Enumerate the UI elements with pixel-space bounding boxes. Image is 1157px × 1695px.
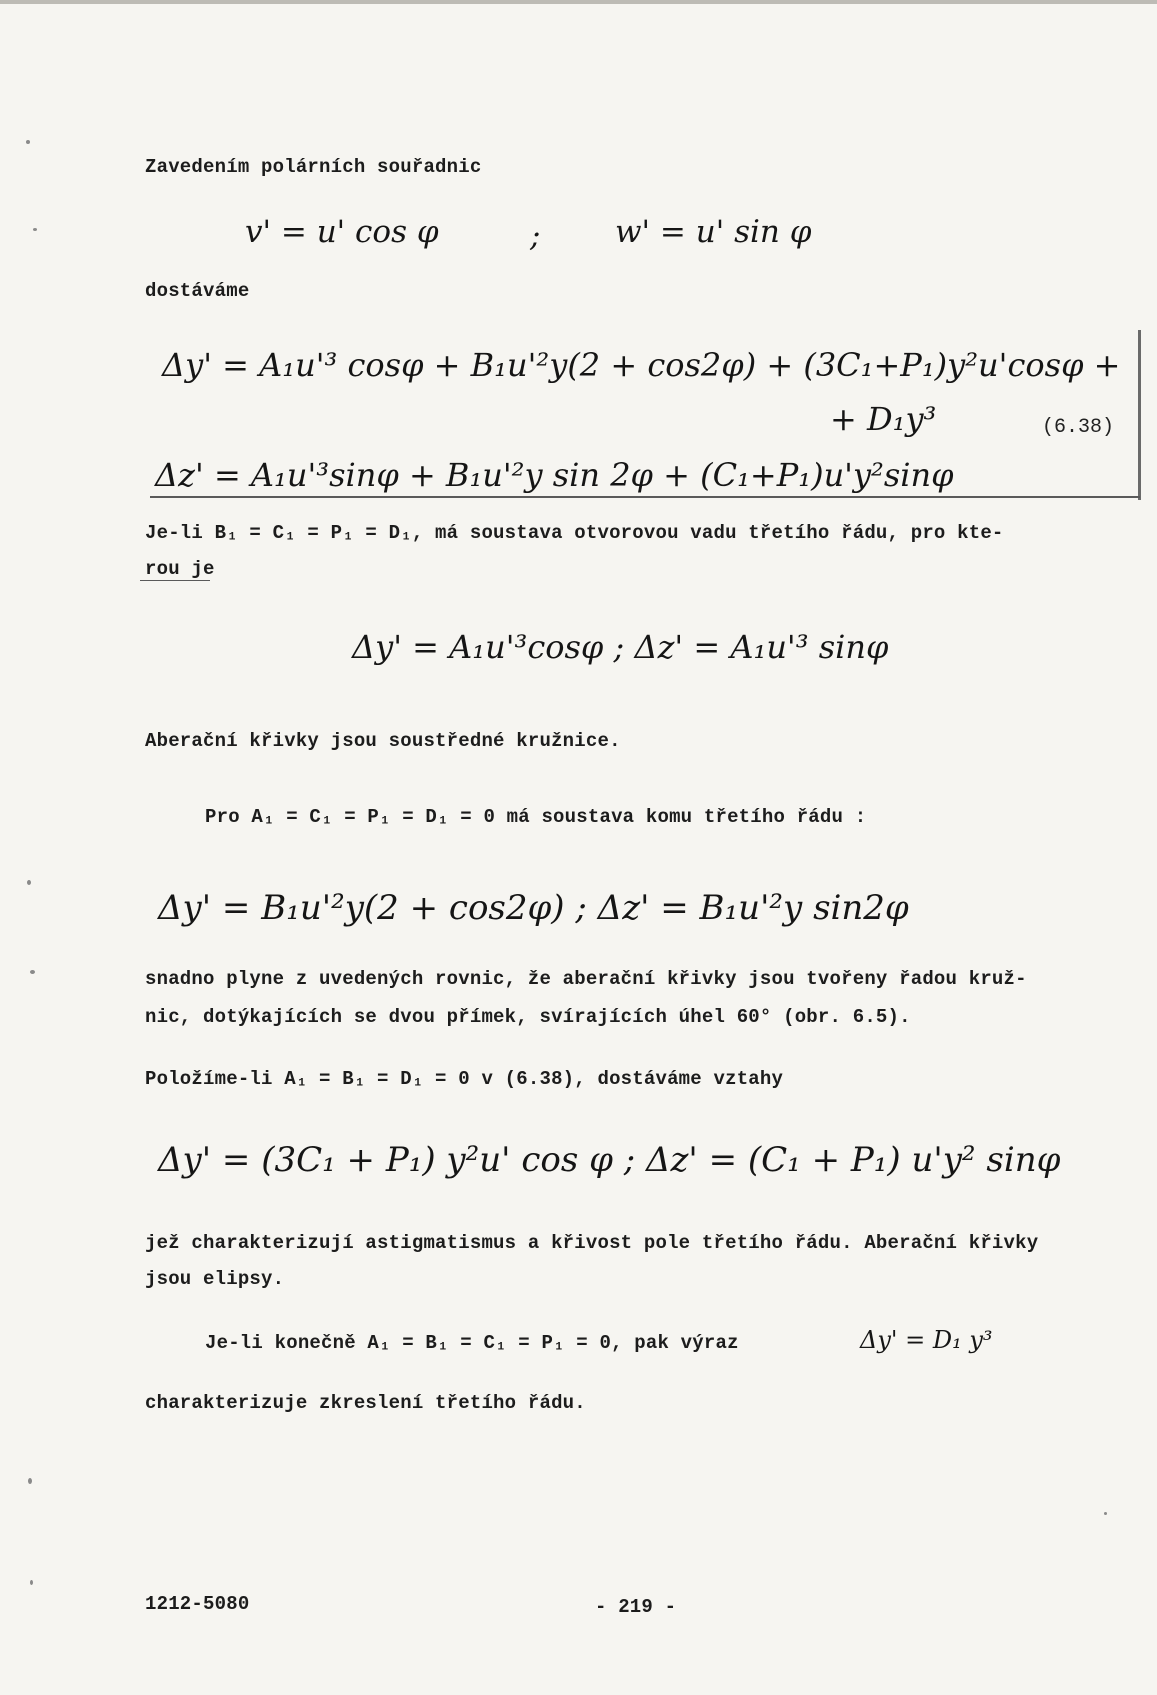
eq-polar-separator: ; [530,218,541,254]
para-coma: Pro A₁ = C₁ = P₁ = D₁ = 0 má soustava komu třetího řádu : [205,806,867,828]
para-coma-text-line1: snadno plyne z uvedených rovnic, že aberační křivky jsou tvořeny řadou kruž- [145,968,1027,990]
eq-astig: Δy' = (3C₁ + P₁) y²u' cos φ ; Δz' = (C₁ + P₁) u'y² sinφ [158,1140,1061,1180]
eq-spherical: Δy' = A₁u'³cosφ ; Δz' = A₁u'³ sinφ [352,628,889,666]
scan-speck [26,140,30,144]
scan-speck [27,880,31,885]
eq-dy-full-line2: + D₁y³ [830,400,937,438]
para-spherical-curves: Aberační křivky jsou soustředné kružnice. [145,730,621,752]
para-astig-text-line1: jež charakterizují astigmatismus a křivost pole třetího řádu. Aberační křivky [145,1232,1039,1254]
eq-polar-v: v' = u' cos φ [245,214,439,250]
handwritten-underline [150,496,1140,498]
para-distortion: Je-li konečně A₁ = B₁ = C₁ = P₁ = 0, pak výraz [205,1332,739,1354]
scan-speck [30,970,35,974]
para-distortion-text: charakterizuje zkreslení třetího řádu. [145,1392,586,1414]
footer-code: 1212-5080 [145,1593,250,1615]
equation-number: (6.38) [1042,416,1115,439]
page-number: - 219 - [595,1596,677,1618]
scan-speck [28,1478,32,1484]
intro-polar-text: Zavedením polárních souřadnic [145,156,482,178]
margin-bracket [1138,330,1141,500]
eq-coma: Δy' = B₁u'²y(2 + cos2φ) ; Δz' = B₁u'²y sin2φ [158,888,909,928]
dostavame-text: dostáváme [145,280,250,302]
scan-speck [30,1580,33,1585]
eq-distortion: Δy' = D₁ y³ [860,1326,993,1354]
eq-dy-full-line1: Δy' = A₁u'³ cosφ + B₁u'²y(2 + cos2φ) + (3C₁+P₁)y²u'cosφ + [162,346,1121,384]
pencil-mark [140,580,210,581]
scan-speck [1104,1512,1107,1515]
para-astig-text-line2: jsou elipsy. [145,1268,285,1290]
page-top-edge [0,0,1157,4]
eq-dz-full: Δz' = A₁u'³sinφ + B₁u'²y sin 2φ + (C₁+P₁)u'y²sinφ [155,456,954,494]
para-spherical-line2: rou je [145,558,215,580]
para-coma-text-line2: nic, dotýkajících se dvou přímek, svírajících úhel 60° (obr. 6.5). [145,1006,911,1028]
scan-speck [33,228,37,231]
para-spherical-line1: Je-li B₁ = C₁ = P₁ = D₁, má soustava otvorovou vadu třetího řádu, pro kte- [145,522,1004,544]
para-astig: Položíme-li A₁ = B₁ = D₁ = 0 v (6.38), dostáváme vztahy [145,1068,784,1090]
eq-polar-w: w' = u' sin φ [615,214,812,250]
